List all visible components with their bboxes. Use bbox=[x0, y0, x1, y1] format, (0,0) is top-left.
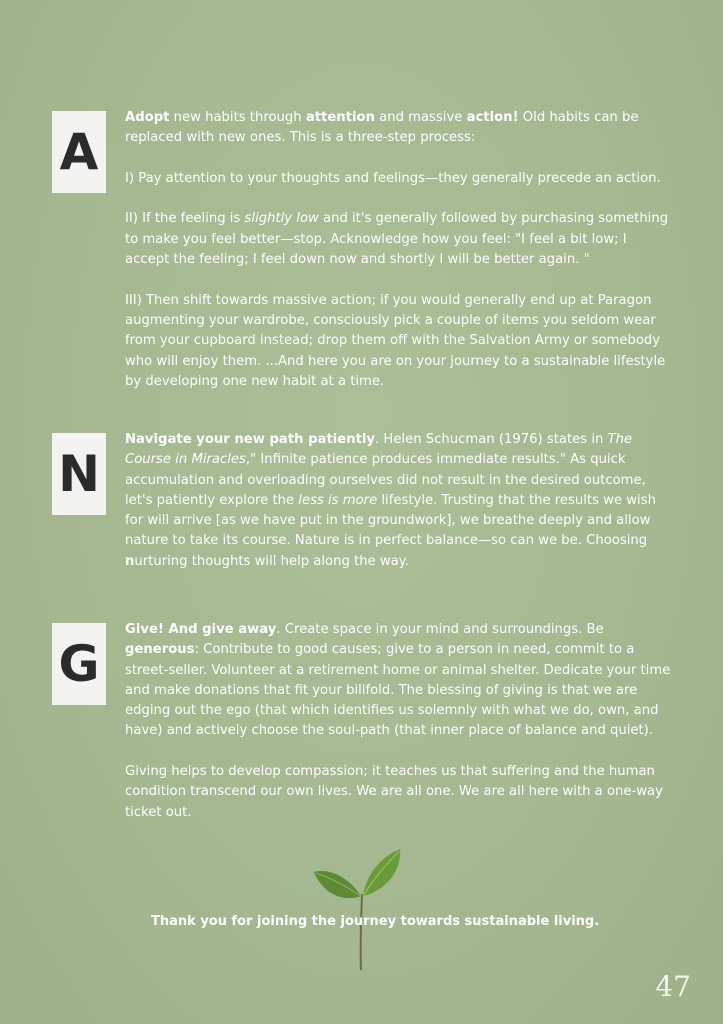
section-a-paragraph-3 bbox=[125, 209, 673, 270]
text-span: urturing thoughts will help along the way. bbox=[134, 553, 409, 569]
text-span: : Contribute to good causes; give to a person in need, commit to a street-seller. Volunteer at a retirement home or animal shelter. Dedicate your time and make donations that fit your billfold. The blessing of giving is that we are edging out the ego (that which identifies us solemnly with what we do, own, and have) and actively choose the soul-path (that inner place of balance and quiet). bbox=[125, 642, 671, 739]
section-g-text bbox=[125, 620, 673, 823]
initial-letter-n: N bbox=[58, 445, 100, 503]
section-a-paragraph-1 bbox=[125, 108, 673, 149]
section-g-paragraph-2: Giving helps to develop compassion; it teaches us that suffering and the human condition transcend our own lives. We are all one. We are all here with a one-way ticket out. bbox=[125, 764, 663, 820]
bold-generous: generous bbox=[125, 642, 195, 658]
bold-give: Give! And give away bbox=[125, 622, 277, 637]
letter-box-a bbox=[52, 111, 106, 193]
section-g-paragraph-1 bbox=[125, 620, 673, 742]
section-a-paragraph-4: III) Then shift towards massive action; if you would generally end up at Paragon augmenting your wardrobe, consciously pick a couple of items you seldom wear from your cupboard instead; drop them off with the Salvation Army or somebody who will enjoy them. ...And here you are on your journey to a sustainable lifestyle by developing one new habit at a time. bbox=[125, 292, 666, 389]
italic-less-is-more: less is more bbox=[298, 492, 378, 508]
text-span: II) If the feeling is bbox=[125, 211, 245, 227]
letter-box-g bbox=[52, 623, 106, 705]
closing-message: Thank you for joining the journey towards sustainable living. bbox=[151, 914, 600, 929]
bold-n: n bbox=[125, 553, 135, 569]
section-a-paragraph-2: I) Pay attention to your thoughts and feelings—they generally precede an action. bbox=[125, 170, 661, 186]
bold-navigate: Navigate your new path patiently bbox=[125, 432, 376, 447]
text-span: ," Infinite patience produces immediate results." As quick accumulation and overloading ourselves did not result in the desired outcome, let's patiently explore the bbox=[125, 452, 646, 508]
italic-slightly-low: slightly low bbox=[244, 211, 319, 227]
letter-box-n bbox=[52, 433, 106, 515]
text-span: . Helen Schucman (1976) states in bbox=[375, 432, 608, 447]
section-a-text bbox=[125, 108, 673, 392]
text-span: lifestyle. Trusting that the results we wish for will arrive [as we have put in the groundwork], we breathe deeply and allow nature to take its course. Nature is in perfect balance—so can we be. Choosing bbox=[125, 492, 656, 549]
section-n-paragraph-1 bbox=[125, 430, 673, 572]
initial-letter-a: A bbox=[59, 123, 99, 181]
initial-letter-g: G bbox=[58, 635, 100, 693]
bold-attention: attention bbox=[305, 110, 375, 125]
section-n-text bbox=[125, 430, 673, 572]
italic-book-title: The Course in Miracles bbox=[125, 432, 633, 468]
text-span: . Create space in your mind and surroundings. Be bbox=[276, 622, 604, 637]
text-span: and massive bbox=[374, 110, 467, 125]
page-number: 47 bbox=[655, 970, 691, 1003]
text-span: new habits through bbox=[169, 110, 306, 125]
sprout-icon bbox=[310, 846, 410, 972]
bold-adopt: Adopt bbox=[125, 110, 170, 125]
text-span: and it's generally followed by purchasing something to make you feel better—stop. Acknowledge how you feel: "I feel a bit low; I accept the feeling; I feel down now and shortly I will be better again. " bbox=[125, 211, 669, 268]
text-span: Old habits can be replaced with new ones. This is a three-step process: bbox=[125, 110, 639, 146]
bold-action: action! bbox=[466, 110, 519, 125]
